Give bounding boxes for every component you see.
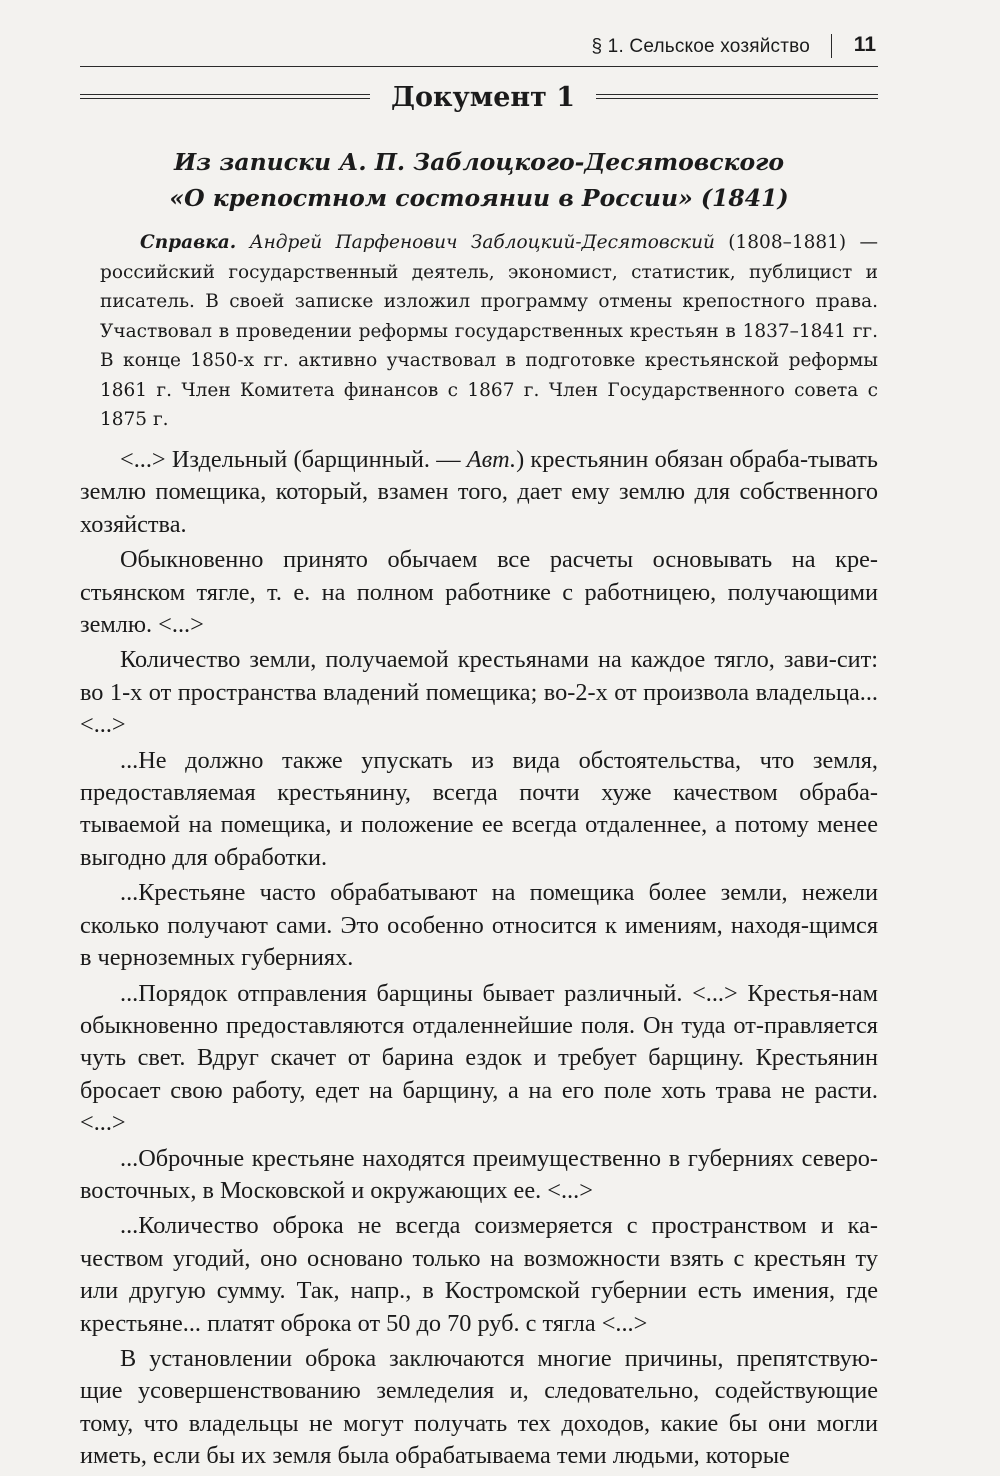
reference-text: (1808–1881) — российский государственный деятель, экономист, статистик, публицист и писатель. В своей записке изложил программу отмены крепостного права. Участвовал в проведении реформы государственных крестьян в 1837–1841 гг. В конце 1850-х гг. активно участвовал в подготовке крестьянской реформы 1861 г. Член Комитета финансов с 1867 г. Член Государственного совета с 1875 г. [100, 232, 878, 430]
paragraph: ...Крестьяне часто обрабатывают на помещика более земли, нежели сколько получают сами. Это особенно относится к имениям, находя-щимся в черноземных губерниях. [80, 879, 878, 972]
section-title: § 1. Сельское хозяйство [591, 36, 810, 57]
paragraph: ...Не должно также упускать из вида обстоятельства, что земля, предоставляемая крестьянину, всегда почти хуже качеством обраба-тываемой на помещика, и положение ее всегда отдаленнее, а потому менее выгодно для обработки. [80, 746, 878, 871]
paragraph: ...Оброчные крестьяне находятся преимущественно в губерниях северо-восточных, в Московской и окружающих ее. <...> [80, 1144, 878, 1204]
heading-rule-right [596, 94, 878, 99]
paragraph: ...Порядок отправления барщины бывает различный. <...> Крестья-нам обыкновенно предоставляются отдаленнейшие поля. Он туда от-правляется чуть свет. Вдруг скачет от барина ездок и требует барщину. Крестьянин бросает свою работу, едет на барщину, а на его поле хоть трава не расти. <...> [80, 979, 878, 1137]
heading-rule-left [80, 94, 370, 99]
paragraph [80, 444, 878, 541]
running-header [80, 30, 878, 67]
paragraph: ...Количество оброка не всегда соизмеряется с пространством и ка-чеством угодий, оно основано только на возможности взять с крестьян ту или другую сумму. Так, напр., в Костромской губернии есть имения, где крестьяне... платят оброка от 50 до 70 руб. с тягла <...> [80, 1212, 878, 1337]
paragraph-1-end: ) крестьянин обязан обраба-тывать землю помещика, который, взамен того, дает ему землю для собственного хозяйства. [80, 446, 878, 538]
paragraph-1-start: <...> Издельный (барщинный. — [120, 446, 467, 473]
reference-person-name: Андрей Парфенович Заблоцкий-Десятовский [249, 232, 715, 253]
document-heading: Документ 1 [390, 82, 576, 113]
paragraph: Количество земли, получаемой крестьянами на каждое тягло, зави-сит: во 1-х от пространства владений помещика; во-2-х от произвола владельца... <...> [80, 646, 878, 739]
document-heading-row [80, 80, 878, 120]
document-title [80, 144, 878, 216]
page-number: 11 [853, 33, 876, 56]
reference-label: Справка. [140, 232, 237, 253]
author-abbreviation: Авт. [466, 446, 517, 473]
header-divider [831, 34, 833, 58]
reference-note [100, 228, 878, 435]
document-title-line-1: Из записки А. П. Заблоцкого-Десятовского [173, 148, 785, 176]
paragraph: В установлении оброка заключаются многие причины, препятствую-щие усовершенствованию земледелия и, следовательно, содействующие тому, что владельцы не могут получать тех доходов, какие бы они могли иметь, если бы их земля была обрабатываема теми людьми, которые [80, 1344, 878, 1470]
document-body [80, 444, 878, 1476]
document-title-line-2: «О крепостном состоянии в России» (1841) [169, 184, 789, 212]
paragraph: Обыкновенно принято обычаем все расчеты основывать на кре-стьянском тягле, т. е. на полном работнике с работницею, получающими землю. <...> [80, 546, 878, 639]
